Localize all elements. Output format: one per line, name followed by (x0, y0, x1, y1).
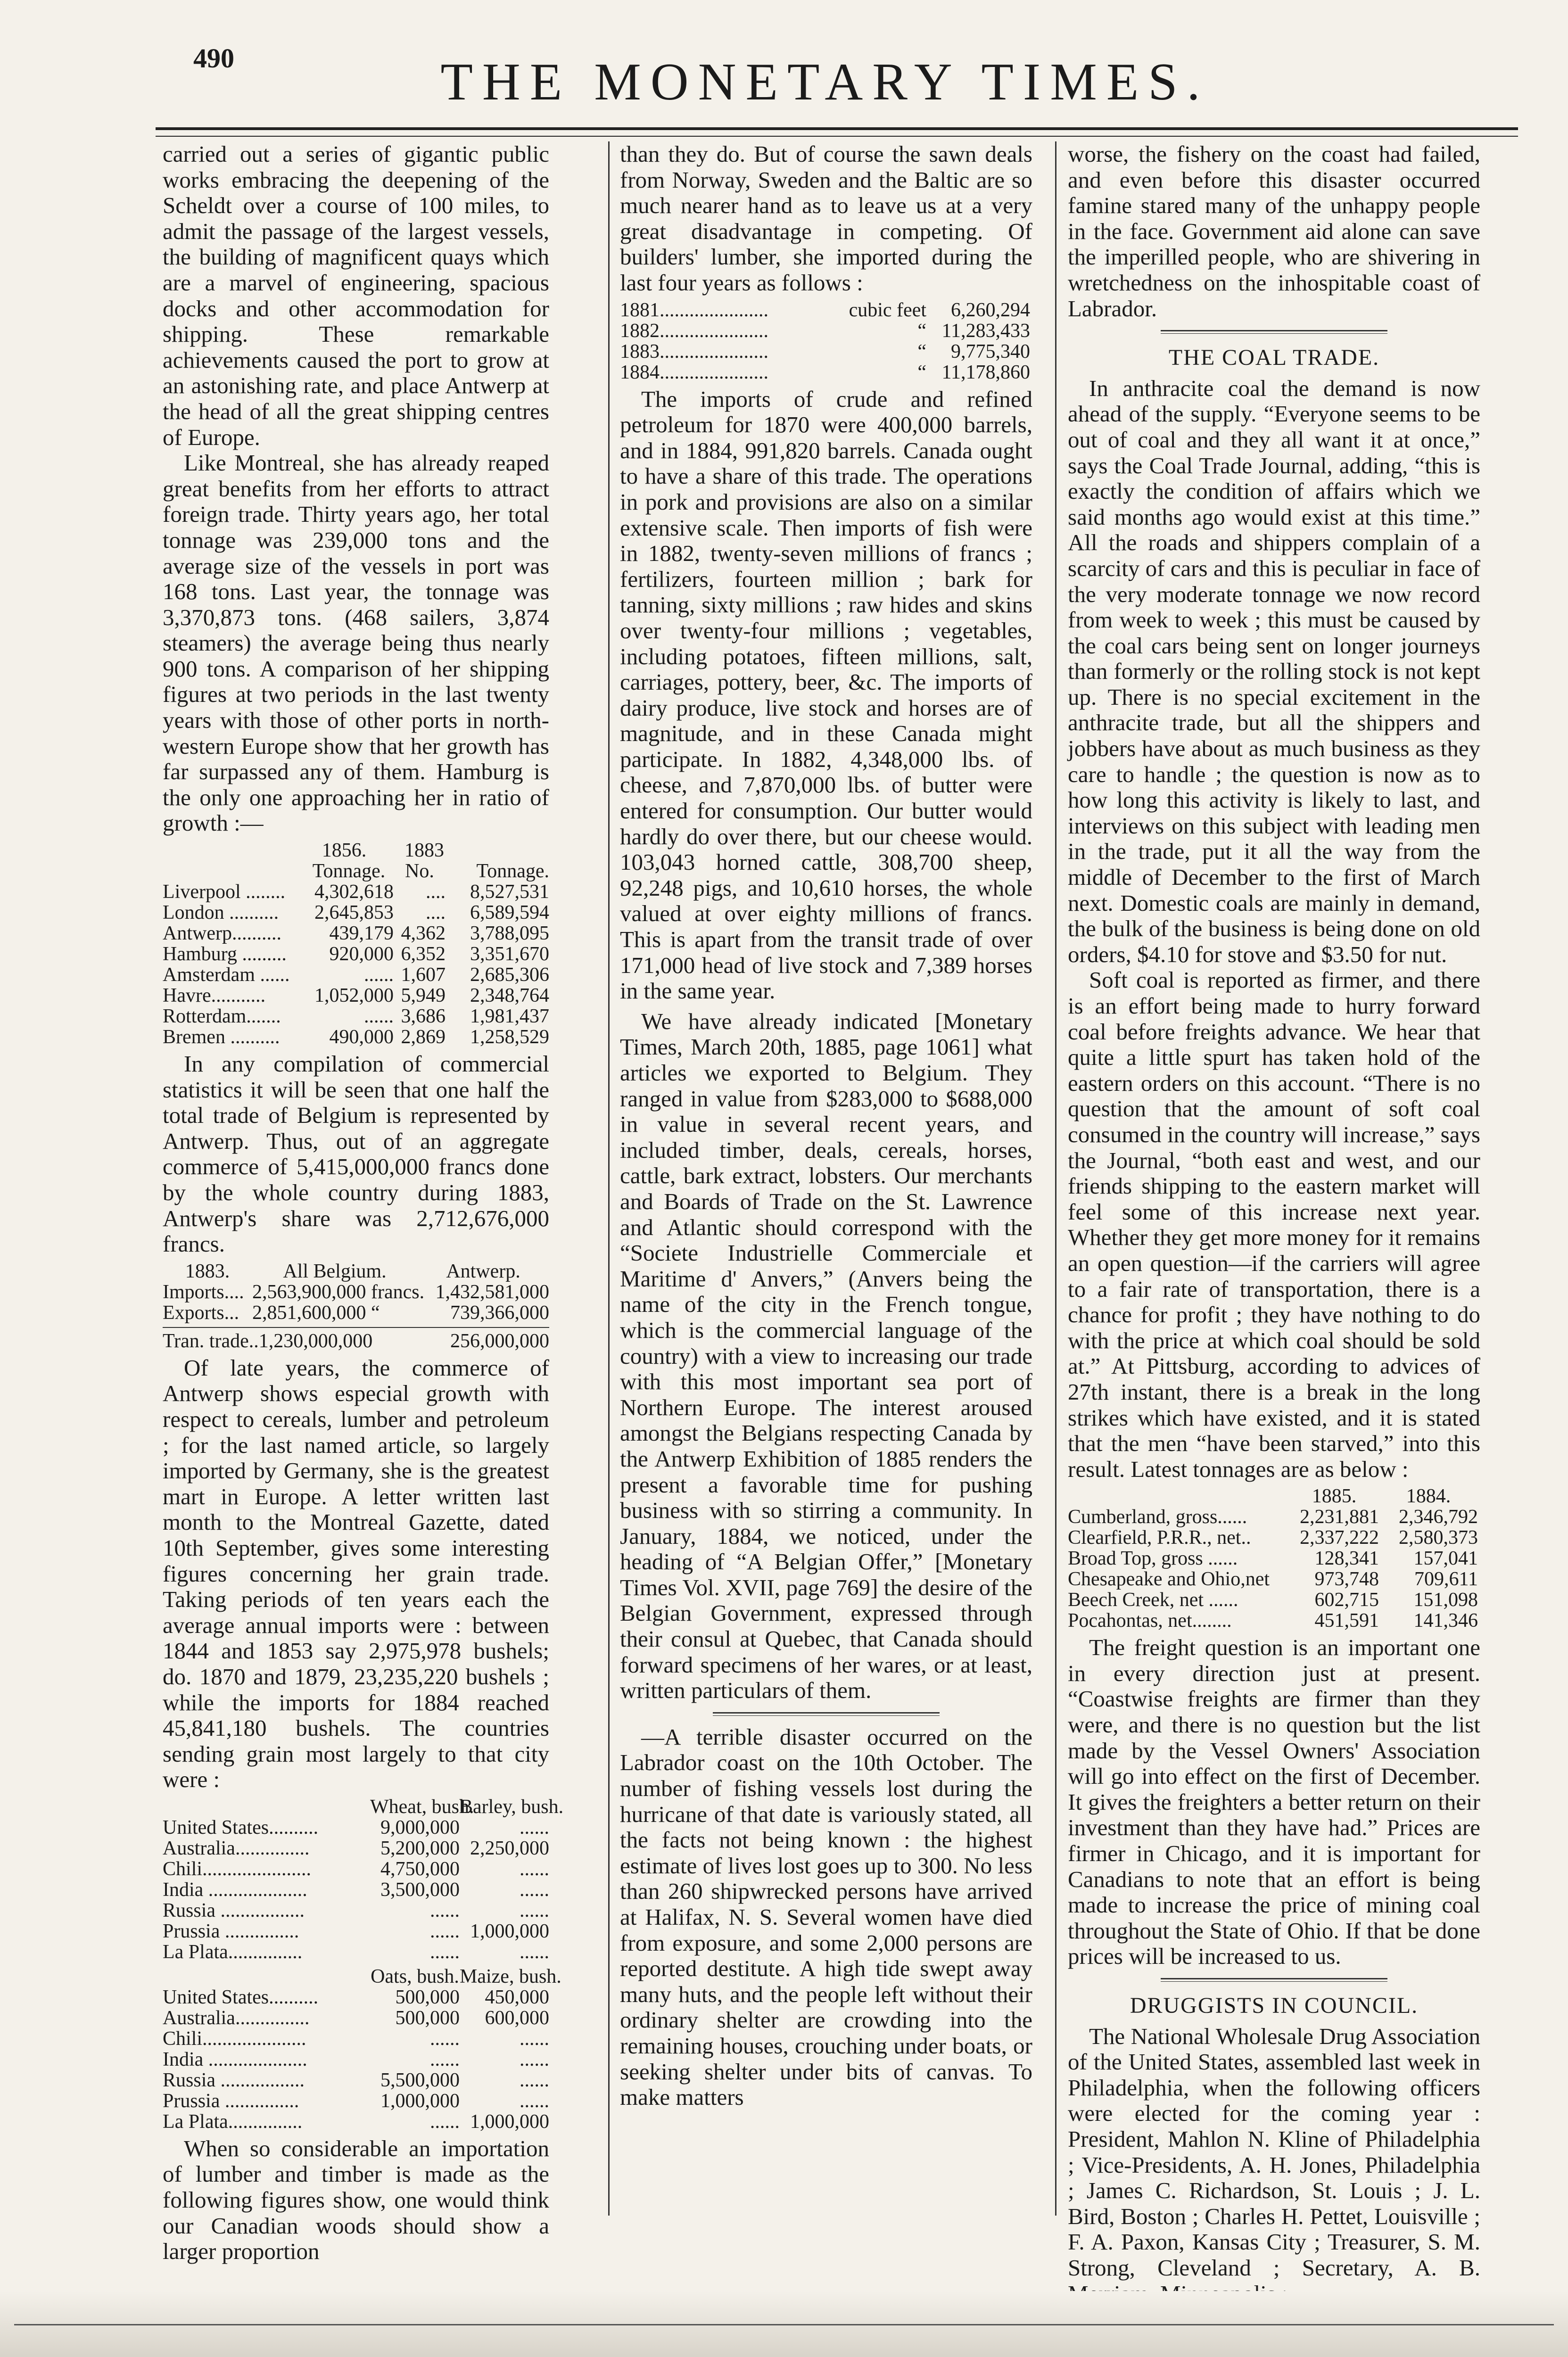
column-divider (608, 141, 610, 2216)
table-header-row: 1883. All Belgium. Antwerp. (185, 1260, 520, 1282)
table-row: London .......... 2,645,853 .... 6,589,594 (163, 902, 549, 924)
paragraph: In any compilation of commercial statistics it will be seen that one half the total trade of Belgium is represented by Antwerp. Thus, out of an aggregate commerce of 5,415,000,000 francs done by the whole country during 1883, Antwerp's share was 2,712,676,000 francs. (163, 1051, 549, 1257)
table-row: Clearfield, P.R.R., net.. 2,337,222 2,580,373 (1068, 1527, 1478, 1549)
table-row: Cumberland, gross...... 2,231,881 2,346,792 (1068, 1506, 1478, 1528)
table-row: La Plata............... ...... ...... (163, 1941, 549, 1963)
section-heading: DRUGGISTS IN COUNCIL. (1130, 1993, 1419, 2018)
section-rule (713, 1712, 940, 1716)
table-header-row: 1856. 1883 (322, 840, 444, 862)
table-row: La Plata............... ...... 1,000,000 (163, 2110, 549, 2133)
paragraph: The freight question is an important one in every direction just at present. “Coastwise freights are firmer than they were, and there is no question but the list made by the Vessel Owners' Association will go into effect on the first of December. It gives the freighters a better return on their investment than they have had.” Prices are firmer in Chicago, and it is important for Canadians to note that an effort is being made to increase the price of mining coal throughout the State of Ohio. If that be done prices will be increased to us. (1068, 1634, 1480, 1970)
paragraph: Soft coal is reported as firmer, and there is an effort being made to hurry forward coal before freights advance. We hear that quite a little spurt has taken hold of the eastern orders on this account. “There is no question that the amount of soft coal consumed in the country will increase,” says the Journal, “both east and west, and our friends shipping to the eastern market will feel some of this increase next year. Whether they get more money for it remains an open question—if the carriers will agree to a fair rate of transportation, there is a chance for profit ; they have nothing to do with the price at which coal should be sold at.” At Pittsburg, according to advices of 27th instant, there is a break in the long strikes which have existed, and it is stated that the men “have been starved,” into this result. Latest tonnages are as below : (1068, 967, 1480, 1482)
paragraph: In anthracite coal the demand is now ahead of the supply. “Everyone seems to be out of coal and they all want it at once,” says the Coal Trade Journal, adding, “this is exactly the condition of affairs which we said months ago would exist at this time.” All the roads and shippers complain of a scarcity of cars and this is peculiar in face of the very moderate tonnage we now record from week to week ; this must be caused by the coal cars being sent on longer journeys than formerly or the rolling stock is not kept up. There is no special excitement in the anthracite trade, but all the shippers and jobbers have about as much business as they care to handle ; the question is now as to how long this activity is likely to last, and interviews on this subject with leading men in the trade, put it all the way from the middle of December to the first of March next. Domestic coals are mainly in demand, the bulk of the business is being done on old orders, $4.10 for stove and $3.50 for nut. (1068, 375, 1480, 967)
paragraph: than they do. But of course the sawn deals from Norway, Sweden and the Baltic are so much nearer hand as to leave us at a very great disadvantage in competing. Of builders' lumber, she imported during the last four years as follows : (620, 141, 1032, 296)
table-row: Prussia ............... ...... 1,000,000 (163, 1920, 549, 1942)
column-3 (1068, 141, 1480, 2307)
table-row: Antwerp.......... 439,179 4,362 3,788,095 (163, 923, 549, 945)
table-row: Rotterdam....... ...... 3,686 1,981,437 (163, 1005, 549, 1028)
table-row: Amsterdam ...... ...... 1,607 2,685,306 (163, 964, 549, 986)
table-row: Liverpool ........ 4,302,618 .... 8,527,531 (163, 881, 549, 903)
paragraph: worse, the fishery on the coast had failed, and even before this disaster occurred famine stared many of the unhappy people in the face. Government aid alone can save the imperilled people, who are shivering in wretchedness on the inhospitable coast of Labrador. (1068, 141, 1480, 321)
section-rule (1161, 1978, 1387, 1982)
table-row: Pocahontas, net........ 451,591 141,346 (1068, 1610, 1478, 1632)
table-row: Prussia ............... 1,000,000 ...... (163, 2090, 549, 2112)
table-row: Beech Creek, net ...... 602,715 151,098 (1068, 1589, 1478, 1611)
paragraph: We have already indicated [Monetary Times, March 20th, 1885, page 1061] what articles we exported to Belgium. They ranged in value from $283,000 to $688,000 in value in several recent years, and included timber, deals, cereals, horses, cattle, bark extract, lobsters. Our merchants and Boards of Trade on the St. Lawrence and Atlantic should correspond with the “Societe Industrielle Commerciale et Maritime d' Anvers,” (Anvers being the name of the city in the French tongue, which is the commercial language of the country) with a view to increasing our trade with this most important sea port of Northern Europe. The interest aroused amongst the Belgians respecting Canada by the Antwerp Exhibition of 1885 renders the present a favorable time for pushing business with so stirring a community. In January, 1884, we noticed, under the heading of “A Belgian Offer,” [Monetary Times Vol. XVII, page 769] the desire of the Belgian Government, expressed through their consul at Quebec, that Canada should forward specimens of her wares, or at least, written particulars of them. (620, 1008, 1032, 1704)
table-row: Australia............... 500,000 600,000 (163, 2007, 549, 2029)
page-header (141, 33, 1509, 137)
coal-table (1068, 1486, 1480, 1631)
table-row: United States.......... 9,000,000 ...... (163, 1816, 549, 1838)
paragraph: Like Montreal, she has already reaped great benefits from her efforts to attract foreign trade. Thirty years ago, her total tonnage was 239,000 tons and the average size of the vessels in port was 168 tons. Last year, the tonnage was 3,370,873 tons. (468 sailers, 3,874 steamers) the average being thus nearly 900 tons. A comparison of her shipping figures at two periods in the last twenty years with those of other ports in north-western Europe show that her growth has far surpassed any of them. Hamburg is the only one approaching her in ratio of growth :— (163, 450, 549, 836)
header-rule-thin (156, 136, 1518, 137)
total-rule (163, 1327, 549, 1328)
column-1 (163, 141, 564, 2265)
table-row: India .................... 3,500,000 ...... (163, 1879, 549, 1901)
paragraph: carried out a series of gigantic public works embracing the deepening of the Scheldt over a course of 100 miles, to admit the passage of the largest vessels, the building of magnificent quays which are a marvel of engineering, spacious docks and other accommodation for shipping. These remarkable achievements caused the port to grow at an astonishing rate, and place Antwerp at the head of all the great shipping centres of Europe. (163, 141, 549, 450)
table-total-row: Tran. trade..1,230,000,000 256,000,000 (163, 1330, 549, 1352)
belgium-trade-table (163, 1261, 549, 1352)
paragraph: —A terrible disaster occurred on the Labrador coast on the 10th October. The number of fishing vessels lost during the hurricane of that date is variously stated, all the facts not being known : the highest estimate of lives lost goes up to 300. No less than 260 shipwrecked persons have arrived at Halifax, N. S. Several women have died from exposure, and some 2,000 persons are reported destitute. A high tide swept away many huts, and the people left without their ordinary shelter are crowding into the remaining houses, crouching under boats, or seeking shelter under bits of canvas. To make matters (620, 1723, 1032, 2110)
table-row: Russia ................. 5,500,000 ...... (163, 2069, 549, 2091)
table-row: 1882...................... “ 11,283,433 (620, 320, 1030, 342)
table-row: Chesapeake and Ohio,net 973,748 709,611 (1068, 1568, 1478, 1591)
page-number: 490 (193, 43, 234, 74)
table-row: Chili..................... ...... ...... (163, 2027, 549, 2050)
section-heading: THE COAL TRADE. (1168, 345, 1380, 371)
paragraph: The National Wholesale Drug Association of the United States, assembled last week in Philadelphia, when the following officers were elected for the coming year : President, Mahlon N. Kline of Philadelphia ; Vice-Presidents, A. H. Jones, Philadelphia ; James C. Richardson, St. Louis ; J. L. Bird, Boston ; Charles H. Pettet, Louisville ; F. A. Paxon, Kansas City ; Treasurer, S. M. Strong, Cleveland ; Secretary, A. B. (1068, 2023, 1480, 2281)
paragraph: Of late years, the commerce of Antwerp shows especial growth with respect to cereals, lumber and petroleum ; for the last named article, so largely imported by Germany, she is the greatest mart in Europe. A letter written last month to the Montreal Gazette, dated 10th September, gives some interesting figures concerning her grain trade. Taking periods of ten years each the average annual imports were : between 1844 and 1853 say 2,975,978 bushels; do. 1870 and 1879, 23,235,220 bushels ; while the imports for 1884 reached 45,841,180 bushels. The countries sending grain most largely to that city were : (163, 1354, 549, 1793)
table-row: Bremen .......... 490,000 2,869 1,258,529 (163, 1026, 549, 1048)
column-2 (620, 141, 1032, 2110)
bottom-rule (14, 2324, 1554, 2325)
grain-table-oats-maize (163, 1965, 561, 2133)
table-header-row: Tonnage. No. Tonnage. (312, 860, 549, 882)
table-row: Russia ................. ...... ...... (163, 1899, 549, 1921)
masthead-title: THE MONETARY TIMES. (440, 53, 1210, 111)
table-row: Havre........... 1,052,000 5,949 2,348,764 (163, 985, 549, 1007)
lumber-table (620, 300, 1032, 383)
grain-table-wheat-barley (163, 1796, 564, 1963)
table-row: Exports... 2,851,600,000 “ 739,366,000 (163, 1302, 549, 1324)
table-row: 1884...................... “ 11,178,860 (620, 361, 1030, 383)
paragraph: The imports of crude and refined petroleum for 1870 were 400,000 barrels, and in 1884, 991,820 barrels. Canada ought to have a share of this trade. The operations in pork and provisions are also on a similar extensive scale. Then imports of fish were in 1882, twenty-seven millions of francs ; fertilizers, fourteen million ; bark for tanning, sixty millions ; raw hides and skins over twenty-four millions ; vegetables, including potatoes, fifteen millions, salt, carriages, pottery, beer, &c. The imports of dairy produce, live stock and horses are of magnitude, and in these Canada might participate. In 1882, 4,348,000 lbs. of cheese, and 7,870,000 lbs. of butter were entered for consumption. Our butter would hardly do over there, but our cheese would. 103,043 horned cattle, 308,700 sheep, 92,248 pigs, and 10,610 horses, the whole valued at over eighty millions of francs. This is apart from the transit trade of over 171,000 head of live stock and 7,389 horses in the same year. (620, 386, 1032, 1004)
table-header-row: Wheat, bush. Barley, bush. (370, 1796, 564, 1818)
page-bottom-edge (0, 2291, 1568, 2357)
table-row: United States.......... 500,000 450,000 (163, 1986, 549, 2008)
table-row: Broad Top, gross ...... 128,341 157,041 (1068, 1548, 1478, 1570)
table-row: Hamburg ......... 920,000 6,352 3,351,670 (163, 943, 549, 965)
table-header-row: 1885. 1884. (1312, 1485, 1451, 1508)
column-divider (1055, 141, 1056, 2216)
ports-table (163, 840, 549, 1047)
table-row: Australia............... 5,200,000 2,250,000 (163, 1837, 549, 1859)
paragraph: When so considerable an importation of lumber and timber is made as the following figures show, one would think our Canadian woods should show a larger proportion (163, 2135, 549, 2265)
table-row: Imports.... 2,563,900,000 francs. 1,432,581,000 (163, 1281, 549, 1303)
table-row: 1883...................... “ 9,775,340 (620, 340, 1030, 363)
table-row: Chili...................... 4,750,000 ...... (163, 1858, 549, 1880)
table-row: India .................... ...... ...... (163, 2048, 549, 2070)
section-rule (1161, 330, 1387, 334)
table-row: 1881...................... cubic feet 6,260,294 (620, 299, 1030, 321)
header-rule (156, 127, 1518, 130)
table-header-row: Oats, bush. Maize, bush. (371, 1965, 561, 1987)
